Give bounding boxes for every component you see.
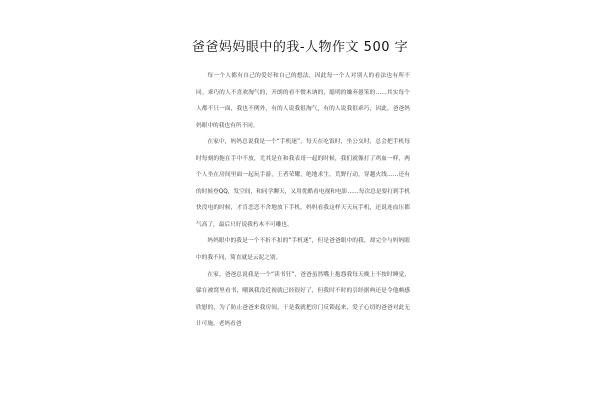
paragraph: 在家中，妈妈总说我是一个“手机迷”，每天在吃饭时，坐公交时，总会把手机每时每刻的拖在手中不放，尤其是在和我表哥一起的时候，我们就像打了鸡血一样，两个人坐在房间里面一起玩手游，王者荣耀，绝地求生，荒野行动，穿越火线……还有的时候登QQ，发空间，和同学聊天，又用优酷看电视和电影……每次总是要打到手机快没电的时候，才肯恋恋不舍地放下手机，妈妈看我这样天天玩手机，还说连血压都气高了，最后只好说我朽木不可雕也。 bbox=[196, 139, 410, 228]
article-body bbox=[196, 68, 410, 333]
paragraph: 在家，爸爸总说我是一个“读书狂”，爸爸虽然嘴上抱怨我每天晚上不按时睡觉，躲在被窝里看书，嘲讽我没近视就已经很好了，但我时不时的引经据典还是令他颇感欣慰的，为了防止爸爸来我房间，于是我就把房门反锁起来，爱子心切的爸爸对此无计可施，老妈看爸 bbox=[196, 271, 410, 328]
paragraph: 每一个人都有自己的爱好和自己的想法，因此每一个人对别人的看法也有所不同。乖巧的人不喜欢淘气的，开朗的看不惯木讷的，聪明的嫌弃愚笨的……其实每个人都不只一面，我也不例外，有的人说我很淘气，有的人说我很乖巧，因此，爸爸妈妈眼中的我也有所不同。 bbox=[196, 73, 410, 129]
page-title: 爸爸妈妈眼中的我-人物作文 500 字 bbox=[191, 40, 409, 55]
paragraph: 妈妈眼中的我是一个不折不扣的“手机迷”，但是爸爸眼中的我，却完全与妈妈眼中的我不同，简直就是云泥之别。 bbox=[196, 238, 410, 262]
